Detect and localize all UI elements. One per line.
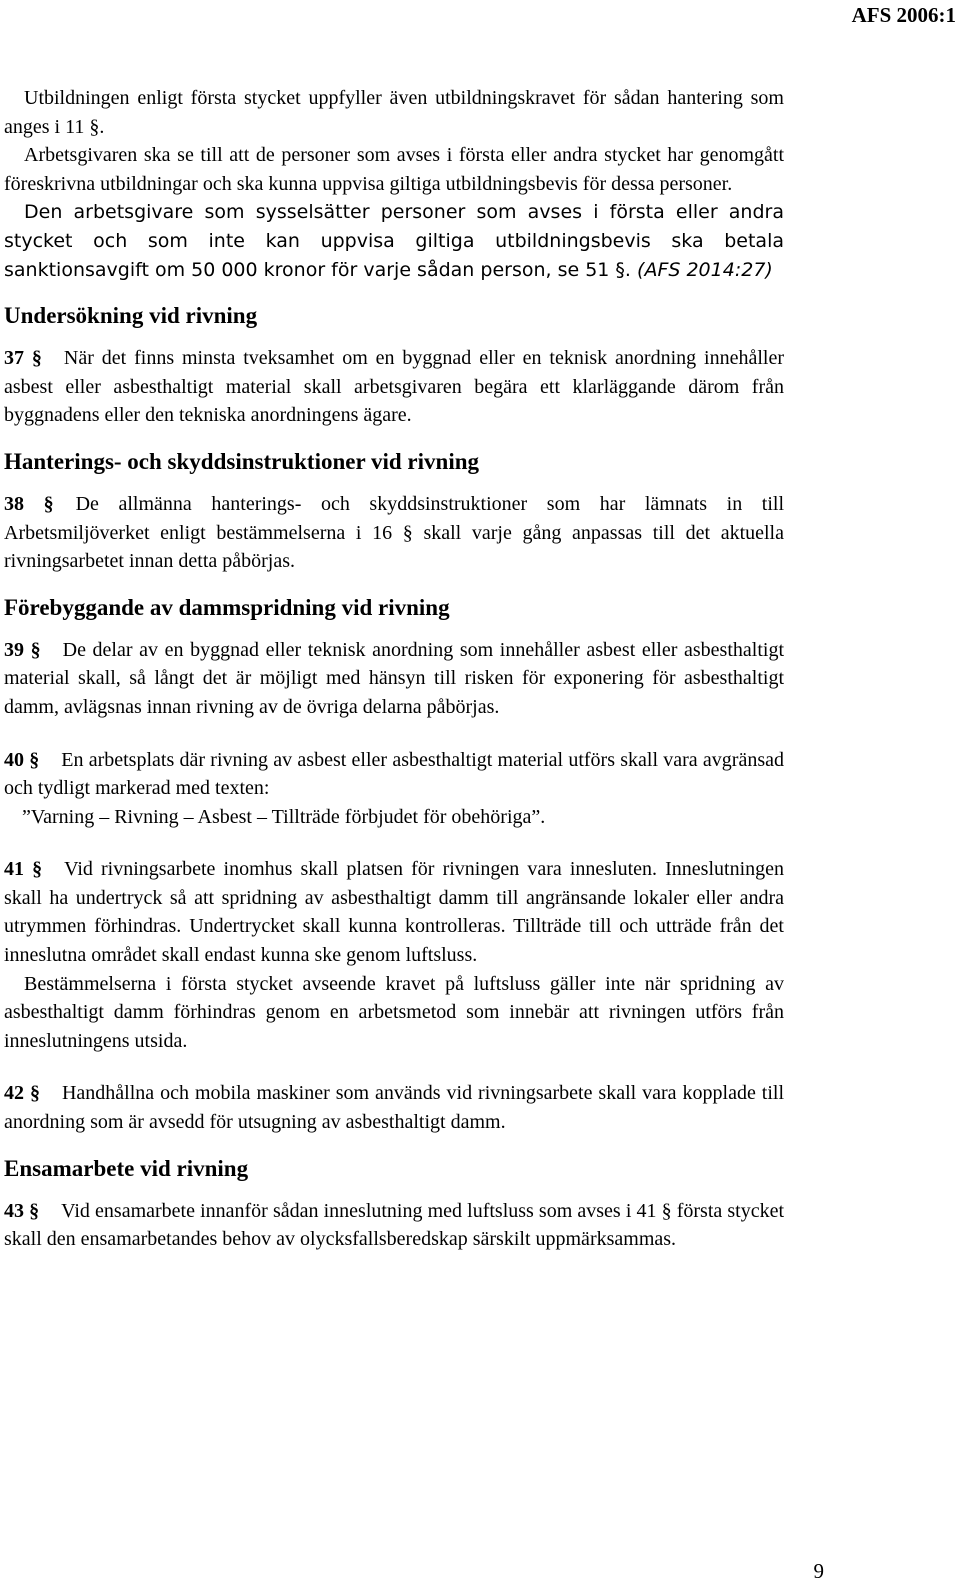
heading-undersokning: Undersökning vid rivning	[4, 303, 258, 329]
section-37-number: 37 §	[4, 347, 42, 370]
heading-hanteringsinstruktioner: Hanterings- och skyddsinstruktioner vid rivning	[4, 448, 480, 474]
section-41-text: Vid rivningsarbete inomhus skall platsen för rivningen vara innesluten. Inneslutningen skall ha undertryck så att spridning av asbesthaltigt damm till angränsande lokaler eller andra utrymmen förhindras. Undertrycket skall kunna kontrolleras. Tillträde till och utträde från det inneslutna området skall endast kunna ske genom luftsluss.	[4, 858, 785, 967]
section-37	[4, 344, 784, 430]
heading-ensamarbete: Ensamarbete vid rivning	[4, 1155, 249, 1181]
section-40-warning-text: ”Varning – Rivning – Asbest – Tillträde förbjudet för obehöriga”.	[22, 805, 546, 828]
page-number: 9	[813, 1559, 824, 1583]
section-39	[4, 636, 784, 722]
section-40-number: 40 §	[4, 748, 40, 771]
section-39-text: De delar av en byggnad eller teknisk anordning som innehåller asbest eller asbesthaltigt material skall, så långt det är möjligt med hänsyn till risken för exponering för asbesthaltigt damm, avlägsnas innan rivning av de övriga delarna påbörjas.	[4, 638, 784, 718]
intro-paragraph-2: Arbetsgivaren ska se till att de personer som avses i första eller andra stycket har genomgått föreskrivna utbildningar och ska kunna uppvisa giltiga utbildningsbevis för dessa personer.	[4, 144, 784, 195]
section-40-text: En arbetsplats där rivning av asbest eller asbesthaltigt material utförs skall vara avgränsad och tydligt markerad med texten:	[4, 748, 784, 800]
section-43	[4, 1197, 784, 1254]
intro-paragraph-3-text: Den arbetsgivare som sysselsätter personer som avses i första eller andra stycket och som inte kan uppvisa giltiga utbildningsbevis ska betala sanktionsavgift om 50 000 kronor för varje sådan person, se 51 §.	[4, 201, 784, 281]
document-id: AFS 2006:1	[851, 3, 956, 27]
section-42-number: 42 §	[4, 1082, 40, 1105]
section-40	[4, 746, 784, 803]
section-37-text: När det finns minsta tveksamhet om en byggnad eller en teknisk anordning innehåller asbest eller asbesthaltigt material skall arbetsgivaren begära ett klarläggande därom från byggnadens eller den tekniska anordningens ägare.	[4, 347, 785, 427]
section-38-text: De allmänna hanterings- och skyddsinstruktioner som har lämnats in till Arbetsmiljöverket enligt bestämmelserna i 16 § skall varje gång anpassas till det aktuella rivningsarbetet innan detta påbörjas.	[4, 492, 785, 573]
section-38-number: 38 §	[4, 492, 54, 515]
intro-paragraph-1: Utbildningen enligt första stycket uppfyller även utbildningskravet för sådan hantering som anges i 11 §.	[4, 87, 784, 138]
heading-dammspridning: Förebyggande av dammspridning vid rivning	[4, 594, 450, 620]
document-body	[4, 84, 784, 1254]
section-39-number: 39 §	[4, 638, 41, 661]
section-43-number: 43 §	[4, 1199, 40, 1222]
section-38	[4, 490, 784, 576]
section-41	[4, 855, 784, 969]
section-41-number: 41 §	[4, 858, 43, 881]
section-42-text: Handhållna och mobila maskiner som används vid rivningsarbete skall vara kopplade till anordning som är avsedd för utsugning av asbesthaltigt damm.	[4, 1082, 785, 1134]
section-41-paragraph-2: Bestämmelserna i första stycket avseende kravet på luftsluss gäller inte när spridning av asbesthaltigt damm förhindras genom en arbetsmetod som innebär att rivningen utförs från inneslutningens utsida.	[4, 972, 784, 1052]
section-42	[4, 1079, 784, 1136]
section-43-text: Vid ensamarbete innanför sådan inneslutning med luftsluss som avses i 41 § första stycket skall den ensamarbetandes behov av olycksfallsberedskap särskilt uppmärksammas.	[4, 1199, 785, 1251]
amendment-reference: (AFS 2014:27)	[637, 258, 773, 281]
intro-paragraph-3	[4, 198, 784, 284]
